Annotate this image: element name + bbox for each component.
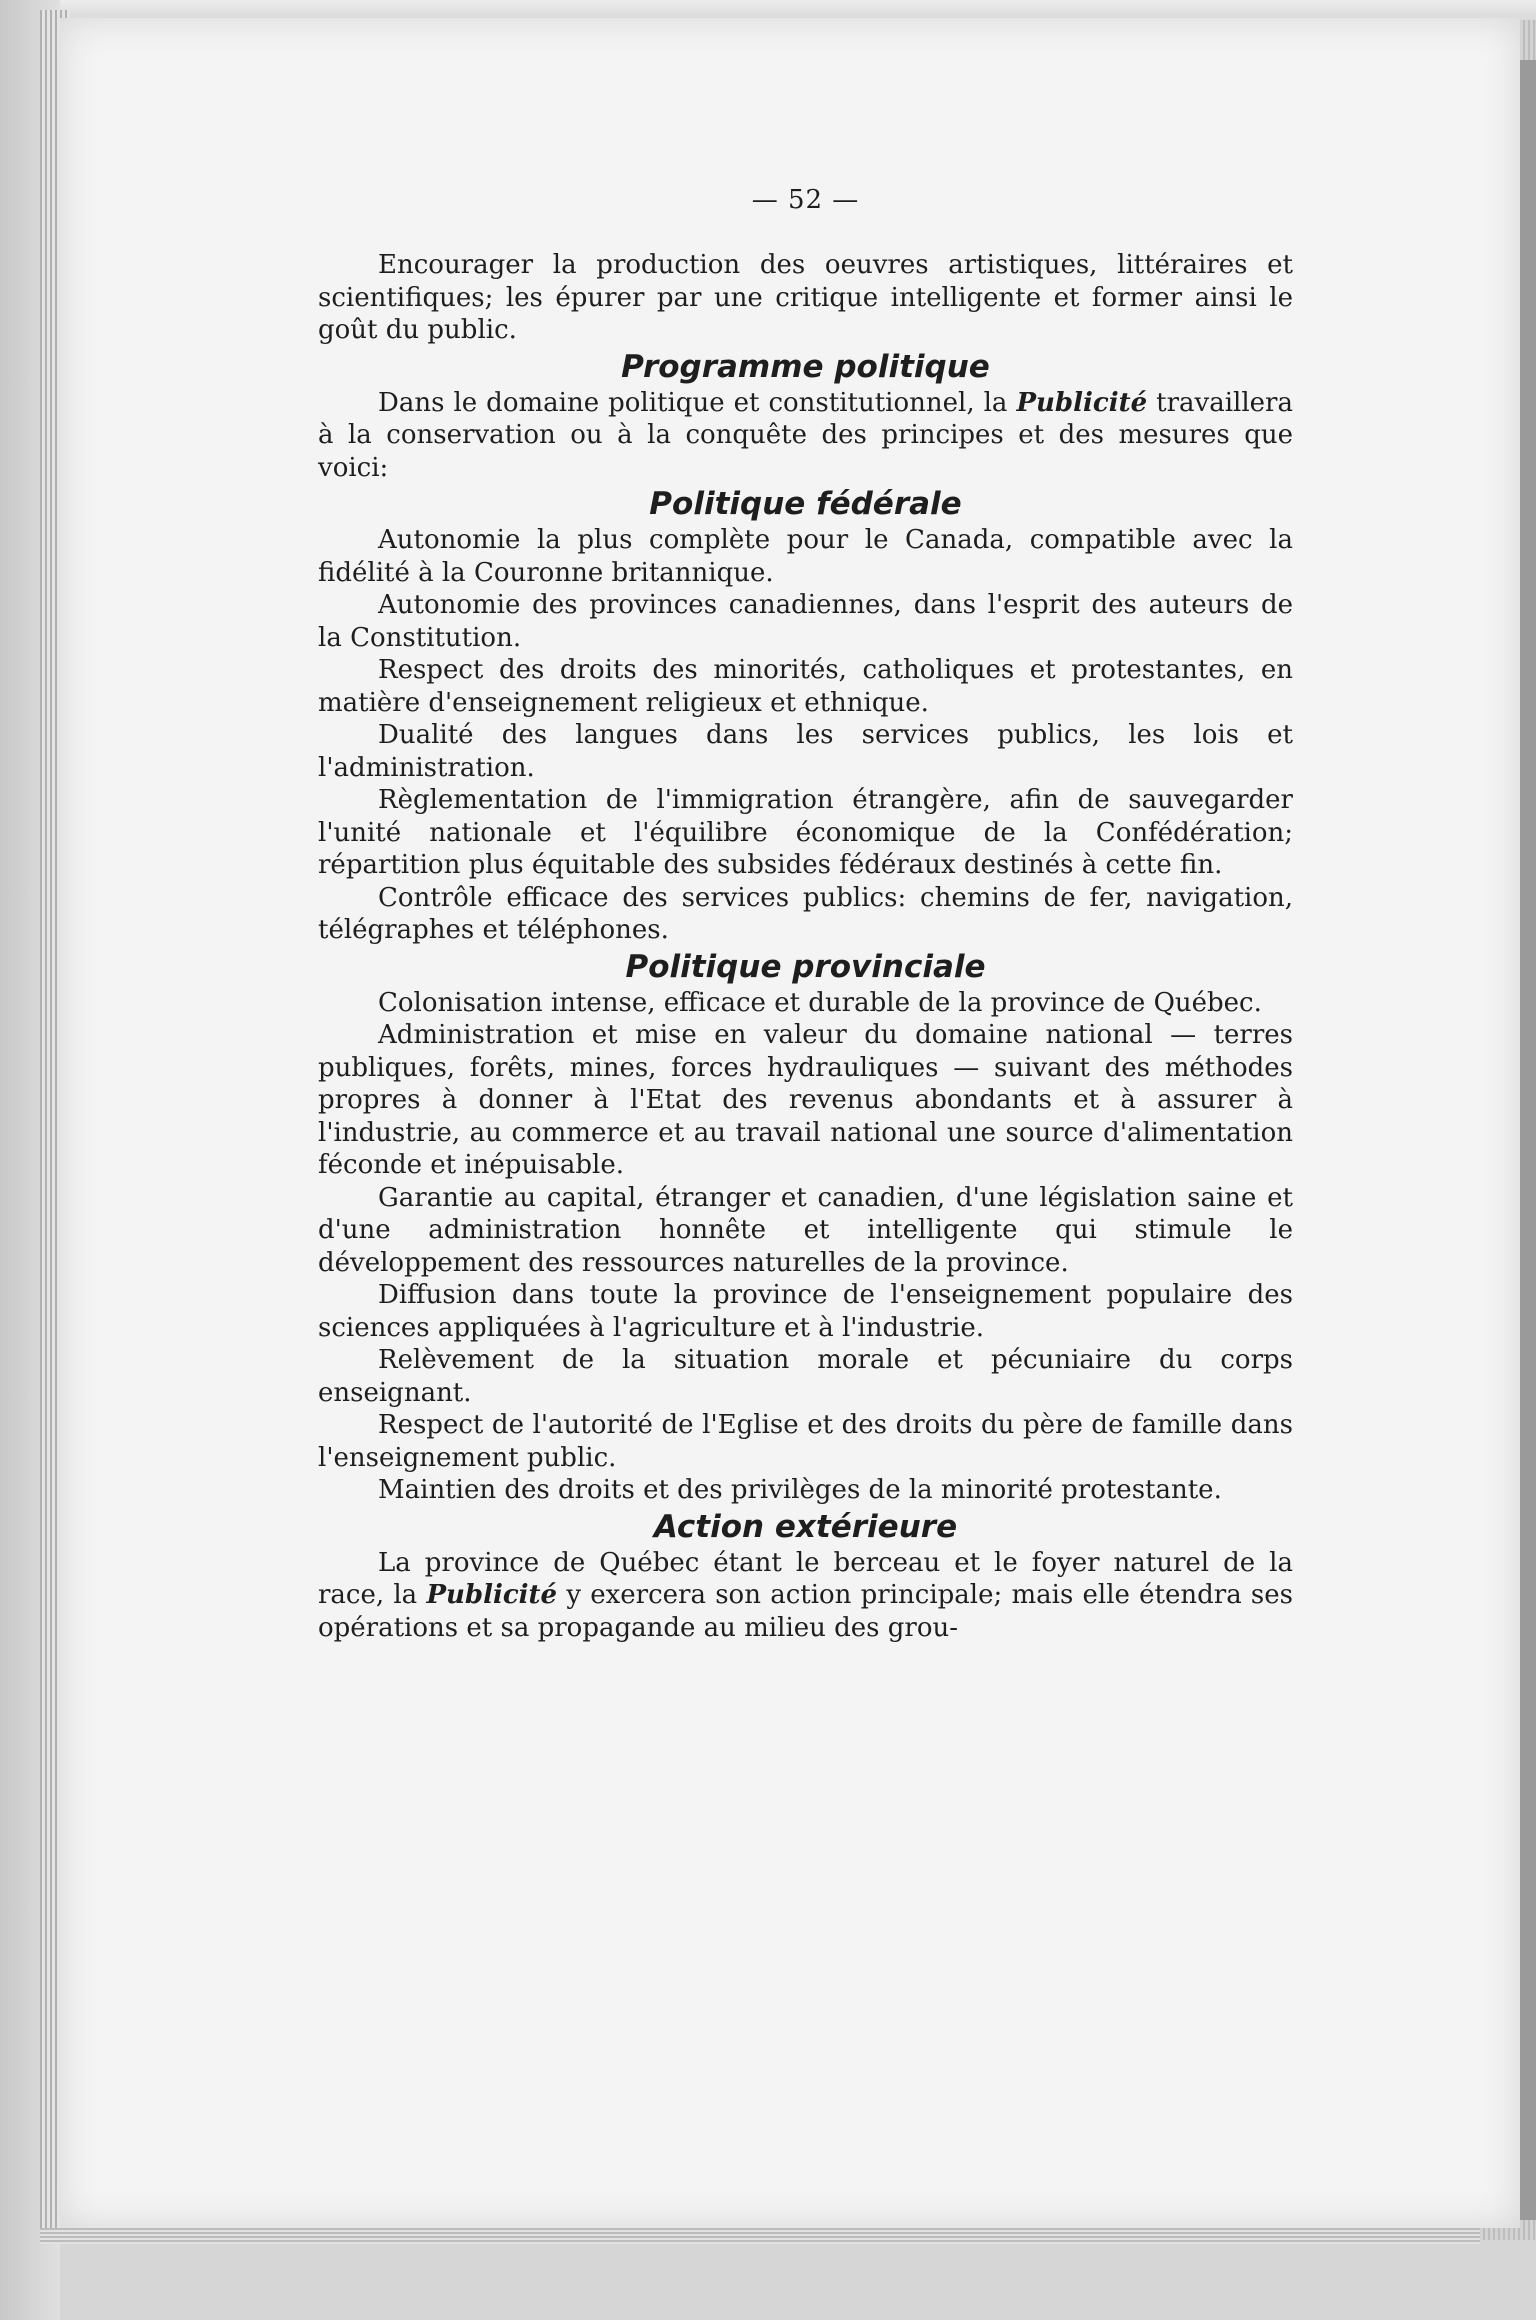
provinciale-paragraph-6: Respect de l'autorité de l'Eglise et des droits du père de famille dans l'enseignement public.	[318, 1410, 1293, 1473]
intro-paragraph: Encourager la production des oeuvres artistiques, littéraires et scientifiques; les épurer par une critique intelligente et former ainsi le goût du public.	[318, 250, 1293, 345]
programme-politique-paragraph	[318, 387, 1293, 485]
federale-paragraph-4: Dualité des langues dans les services publics, les lois et l'administration.	[318, 720, 1293, 783]
action-exterieure-paragraph	[318, 1547, 1293, 1645]
provinciale-paragraph-4: Diffusion dans toute la province de l'enseignement populaire des sciences appliquées à l'agriculture et à l'industrie.	[318, 1280, 1293, 1343]
federale-paragraph-6: Contrôle efficace des services publics: chemins de fer, navigation, télégraphes et téléphones.	[318, 882, 1293, 945]
programme-text-after: travaillera à la conservation ou à la conquête des principes et des mesures que voici:	[318, 387, 1293, 483]
publicite-emphasis: Publicité	[1016, 387, 1148, 418]
heading-action-exterieure: Action extérieure	[653, 1508, 958, 1545]
provinciale-paragraph-3: Garantie au capital, étranger et canadien, d'une législation saine et d'une administration honnête et intelligente qui stimule le développement des ressources naturelles de la province.	[318, 1182, 1293, 1278]
heading-politique-provinciale: Politique provinciale	[625, 948, 986, 985]
publicite-emphasis-2: Publicité	[426, 1580, 558, 1610]
action-text-after: y exercera son action principale; mais elle étendra ses opérations et sa propagande au milieu des grou-	[318, 1580, 1294, 1643]
heading-programme-politique: Programme politique	[621, 348, 990, 385]
page-stack-bottom	[40, 2228, 1480, 2244]
heading-politique-federale: Politique fédérale	[649, 486, 962, 522]
provinciale-paragraph-2: Administration et mise en valeur du domaine national — terres publiques, forêts, mines, forces hydrauliques — suivant des méthodes propres à donner à l'Etat des revenus abondants et à assurer à l'industrie, au commerce et au travail national une source d'alimentation féconde et inépuisable.	[318, 1020, 1293, 1180]
programme-text-before: Dans le domaine politique et constitutionnel, la	[378, 387, 1008, 418]
federale-paragraph-5: Règlementation de l'immigration étrangère, afin de sauvegarder l'unité nationale et l'équilibre économique de la Confédération; répartition plus équitable des subsides fédéraux destinés à cette fin.	[318, 785, 1293, 880]
federale-paragraph-3: Respect des droits des minorités, catholiques et protestantes, en matière d'enseignement religieux et ethnique.	[318, 655, 1293, 718]
federale-paragraph-2: Autonomie des provinces canadiennes, dans l'esprit des auteurs de la Constitution.	[318, 590, 1293, 653]
action-text-before: La province de Québec étant le berceau et le foyer naturel de la race, la	[318, 1547, 1293, 1610]
provinciale-paragraph-7: Maintien des droits et des privilèges de la minorité protestante.	[378, 1475, 1222, 1505]
federale-paragraph-1: Autonomie la plus complète pour le Canada, compatible avec la fidélité à la Couronne britannique.	[318, 525, 1293, 588]
provinciale-paragraph-5: Relèvement de la situation morale et pécuniaire du corps enseignant.	[318, 1345, 1293, 1408]
page-number: — 52 —	[751, 185, 860, 215]
provinciale-paragraph-1: Colonisation intense, efficace et durable de la province de Québec.	[378, 987, 1262, 1018]
page-text	[318, 185, 1293, 1644]
